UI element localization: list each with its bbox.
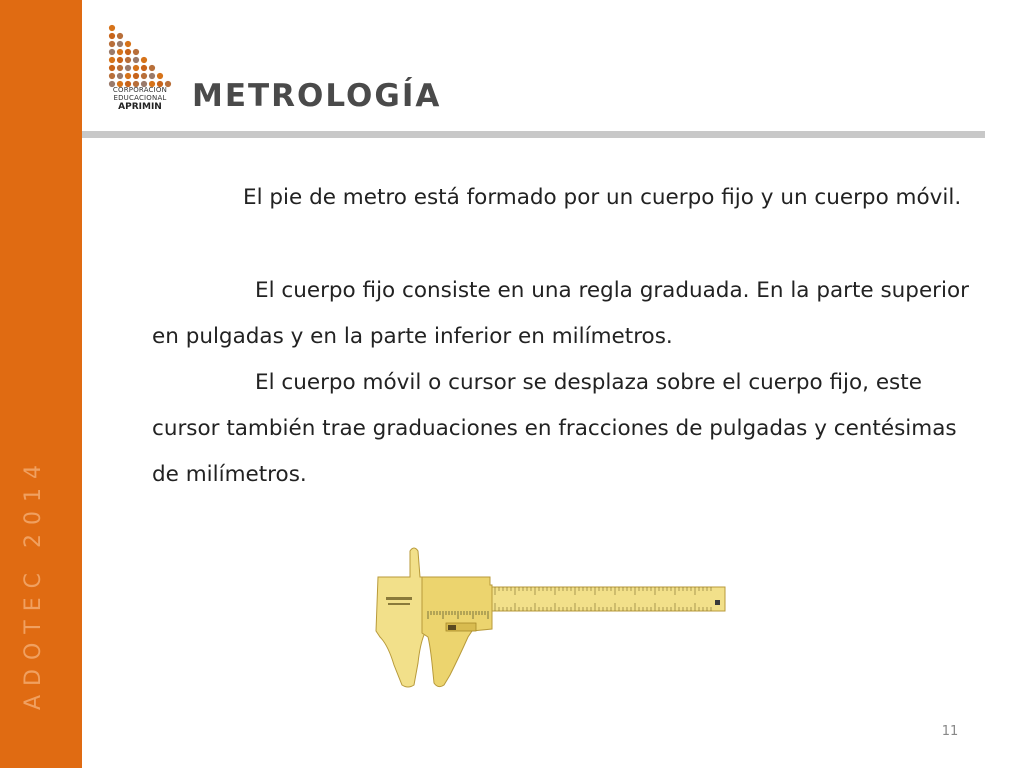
sidebar-vertical-text: ADOTEC 2014 <box>21 456 46 710</box>
logo-line2: EDUCACIONAL <box>113 94 167 102</box>
sidebar <box>0 0 82 768</box>
vernier-caliper-illustration <box>370 545 730 690</box>
paragraph-1 <box>152 175 982 221</box>
logo-line3: APRIMIN <box>118 102 162 112</box>
paragraph-3-text: El cuerpo móvil o cursor se desplaza sobre el cuerpo fijo, este cursor también trae graduaciones en fracciones de pulgadas y centésimas de milímetros. <box>152 370 957 487</box>
logo-line1: CORPORACION <box>112 86 168 94</box>
page-title: METROLOGÍA <box>192 78 442 114</box>
page-number: 11 <box>941 724 959 739</box>
header-rule <box>82 131 985 138</box>
paragraph-2 <box>152 268 982 360</box>
paragraph-3 <box>152 360 982 498</box>
paragraph-2-text: El cuerpo fijo consiste en una regla graduada. En la parte superior en pulgadas y en la parte inferior en milímetros. <box>152 278 969 349</box>
logo-text <box>104 86 176 113</box>
paragraph-1-text: El pie de metro está formado por un cuerpo fijo y un cuerpo móvil. <box>243 185 962 210</box>
